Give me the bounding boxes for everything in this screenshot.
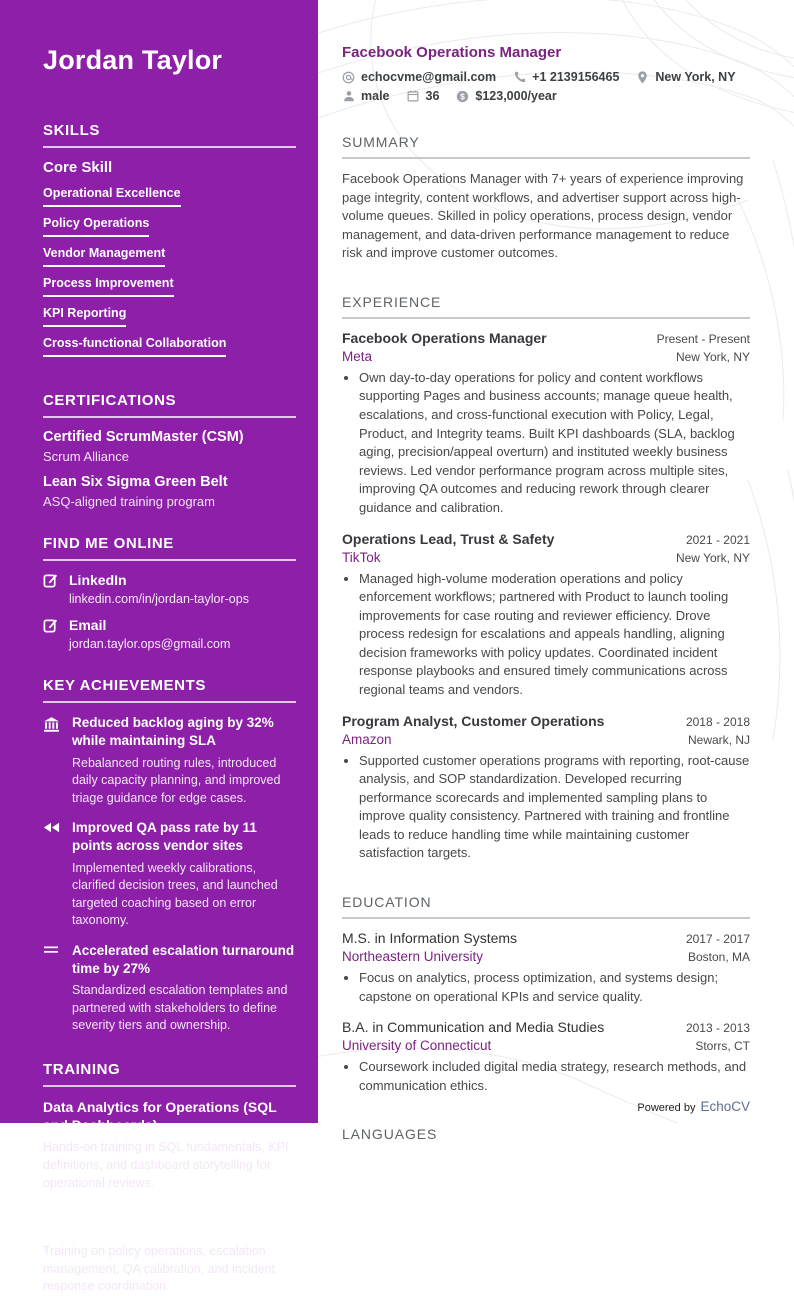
training-title: Trust & Safety Operations Foundations bbox=[43, 1202, 296, 1238]
header bbox=[342, 44, 750, 103]
education-bullet: • Focus on analytics, process optimization, and systems design; capstone on operational KPIs and service quality. bbox=[359, 969, 750, 1006]
skill-tag: KPI Reporting bbox=[43, 306, 126, 327]
job-title-row bbox=[342, 713, 750, 729]
note-pen-icon bbox=[43, 572, 58, 606]
achievement-text bbox=[72, 942, 296, 1035]
education-dates: 2013 - 2013 bbox=[686, 1021, 750, 1035]
certification-item bbox=[43, 474, 296, 509]
contact-gender bbox=[342, 89, 390, 103]
contact-location bbox=[636, 70, 735, 84]
at-icon bbox=[342, 71, 355, 84]
job-bullet: • Supported customer operations programs with reporting, root-cause analysis, and SOP standardization. Developed recurring performance scorecards and implemented sampling plans to improve quality consistency. Partnered with training and frontline leads to reduce handling time while maintaining customer satisfaction targets. bbox=[359, 752, 750, 863]
achievement-text bbox=[72, 714, 296, 807]
job-location: New York, NY bbox=[676, 350, 750, 364]
job-title: Facebook Operations Manager bbox=[342, 330, 547, 346]
achievement-item bbox=[43, 819, 296, 930]
education-section bbox=[342, 894, 750, 1095]
certification-name: Certified ScrumMaster (CSM) bbox=[43, 429, 296, 445]
svg-text:$: $ bbox=[461, 92, 466, 101]
degree-title: M.S. in Information Systems bbox=[342, 930, 517, 946]
online-item-linkedin[interactable] bbox=[43, 572, 296, 606]
page-title: Facebook Operations Manager bbox=[342, 44, 750, 61]
education-heading: EDUCATION bbox=[342, 894, 750, 919]
school-row bbox=[342, 1035, 750, 1053]
contact-salary bbox=[456, 89, 556, 103]
certification-org: ASQ-aligned training program bbox=[43, 494, 296, 509]
powered-by-label: Powered by bbox=[637, 1102, 695, 1114]
find-me-online-heading: FIND ME ONLINE bbox=[43, 535, 296, 561]
job-title-row bbox=[342, 531, 750, 547]
job-dates: 2021 - 2021 bbox=[686, 533, 750, 547]
training-desc: Training on policy operations, escalation management, QA calibration, and incident response coordination. bbox=[43, 1243, 296, 1296]
contact-text: $123,000/year bbox=[475, 89, 556, 103]
contact-text: New York, NY bbox=[655, 70, 735, 84]
online-url[interactable]: jordan.taylor.ops@gmail.com bbox=[69, 637, 230, 651]
degree-row bbox=[342, 1019, 750, 1035]
education-bullets bbox=[342, 1058, 750, 1095]
rewind-icon bbox=[43, 819, 60, 930]
certifications-heading: CERTIFICATIONS bbox=[43, 392, 296, 418]
candidate-name: Jordan Taylor bbox=[43, 45, 296, 76]
languages-section bbox=[342, 1126, 750, 1149]
contact-text: +1 2139156465 bbox=[532, 70, 619, 84]
company-name: TikTok bbox=[342, 550, 381, 565]
dollar-icon bbox=[456, 90, 469, 103]
job-bullets bbox=[342, 752, 750, 863]
job-bullet: • Own day-to-day operations for policy and content workflows supporting Pages and business accounts; manage queue health, escalations, and cross-functional execution with Policy, Legal, Product, and Integrity teams. Built KPI dashboards (SLA, backlog aging, precision/appeal overturn) and instituted weekly business reviews. Led vendor performance program across multiple sites, improving QA outcomes and reducing rework through clearer guidance and calibration. bbox=[359, 369, 750, 518]
skill-tags bbox=[43, 186, 296, 366]
education-bullets bbox=[342, 969, 750, 1006]
certifications-section bbox=[43, 392, 296, 509]
education-location: Boston, MA bbox=[688, 950, 750, 964]
languages-heading: LANGUAGES bbox=[342, 1126, 750, 1149]
degree-row bbox=[342, 930, 750, 946]
online-text bbox=[69, 617, 230, 651]
contact-text: echocvme@gmail.com bbox=[361, 70, 496, 84]
pin-icon bbox=[636, 71, 649, 84]
bank-icon bbox=[43, 714, 60, 807]
job-title: Operations Lead, Trust & Safety bbox=[342, 531, 554, 547]
skill-tag: Operational Excellence bbox=[43, 186, 181, 207]
summary-text: Facebook Operations Manager with 7+ years of experience improving page integrity, content workflows, and advertiser support across high-volume queues. Skilled in policy operations, process design, vendor management, and data-driven performance management to reduce risk and improve customer outcomes. bbox=[342, 170, 750, 263]
achievement-desc: Implemented weekly calibrations, clarified decision trees, and launched targeted coaching based on error taxonomy. bbox=[72, 860, 296, 930]
job-bullets bbox=[342, 570, 750, 700]
job-dates: Present - Present bbox=[657, 332, 750, 346]
education-entry bbox=[342, 1019, 750, 1095]
school-name: University of Connecticut bbox=[342, 1038, 491, 1053]
certification-item bbox=[43, 429, 296, 464]
certification-org: Scrum Alliance bbox=[43, 449, 296, 464]
key-achievements-section bbox=[43, 677, 296, 1035]
sidebar bbox=[0, 0, 318, 1123]
education-bullet: • Coursework included digital media strategy, research methods, and communication ethics. bbox=[359, 1058, 750, 1095]
company-name: Meta bbox=[342, 349, 372, 364]
job-bullets bbox=[342, 369, 750, 518]
job-company-row bbox=[342, 346, 750, 364]
job-bullet: • Managed high-volume moderation operations and policy enforcement workflows; partnered with Product to launch tooling improvements for case routing and reviewer efficiency. Drove process redesign for escalations and appeals handling, aligning decision frameworks with policy updates. Coordinated incident response playbooks and ensured timely communications across regional teams and vendors. bbox=[359, 570, 750, 700]
training-item bbox=[43, 1202, 296, 1296]
job-company-row bbox=[342, 729, 750, 747]
note-pen-icon bbox=[43, 617, 58, 651]
phone-icon bbox=[513, 71, 526, 84]
person-icon bbox=[342, 90, 355, 103]
job-entry bbox=[342, 531, 750, 700]
job-entry bbox=[342, 713, 750, 863]
contact-text: male bbox=[361, 89, 390, 103]
summary-heading: SUMMARY bbox=[342, 134, 750, 159]
training-title: Data Analytics for Operations (SQL and Dashboards) bbox=[43, 1098, 296, 1134]
job-company-row bbox=[342, 547, 750, 565]
brand-name[interactable]: EchoCV bbox=[700, 1099, 750, 1114]
skills-heading: SKILLS bbox=[43, 122, 296, 148]
achievement-text bbox=[72, 819, 296, 930]
certification-name: Lean Six Sigma Green Belt bbox=[43, 474, 296, 490]
school-name: Northeastern University bbox=[342, 949, 483, 964]
skills-section bbox=[43, 122, 296, 366]
achievement-title: Reduced backlog aging by 32% while maintaining SLA bbox=[72, 714, 296, 750]
skill-tag: Policy Operations bbox=[43, 216, 149, 237]
job-title-row bbox=[342, 330, 750, 346]
training-section bbox=[43, 1061, 296, 1296]
achievement-title: Accelerated escalation turnaround time by 27% bbox=[72, 942, 296, 978]
online-item-email[interactable] bbox=[43, 617, 296, 651]
training-desc: Hands-on training in SQL fundamentals, KPI definitions, and dashboard storytelling for operational reviews. bbox=[43, 1139, 296, 1192]
online-label[interactable]: LinkedIn bbox=[69, 572, 249, 588]
achievement-desc: Standardized escalation templates and partnered with stakeholders to define severity tiers and ownership. bbox=[72, 982, 296, 1035]
company-name: Amazon bbox=[342, 732, 392, 747]
job-location: Newark, NJ bbox=[688, 733, 750, 747]
skill-tag: Vendor Management bbox=[43, 246, 165, 267]
footer bbox=[637, 1099, 750, 1114]
contact-phone[interactable] bbox=[513, 70, 619, 84]
list-icon bbox=[43, 942, 60, 1035]
education-location: Storrs, CT bbox=[695, 1039, 750, 1053]
calendar-icon bbox=[407, 90, 420, 103]
education-dates: 2017 - 2017 bbox=[686, 932, 750, 946]
online-url[interactable]: linkedin.com/in/jordan-taylor-ops bbox=[69, 592, 249, 606]
main-content bbox=[318, 0, 794, 1123]
contact-row bbox=[342, 70, 750, 103]
experience-section bbox=[342, 294, 750, 863]
training-heading: TRAINING bbox=[43, 1061, 296, 1087]
job-entry bbox=[342, 330, 750, 518]
achievement-title: Improved QA pass rate by 11 points across vendor sites bbox=[72, 819, 296, 855]
job-location: New York, NY bbox=[676, 551, 750, 565]
online-label[interactable]: Email bbox=[69, 617, 230, 633]
skill-tag: Process Improvement bbox=[43, 276, 174, 297]
core-skill-label: Core Skill bbox=[43, 159, 296, 176]
skill-tag: Cross-functional Collaboration bbox=[43, 336, 226, 357]
experience-heading: EXPERIENCE bbox=[342, 294, 750, 319]
achievement-item bbox=[43, 942, 296, 1035]
summary-section bbox=[342, 134, 750, 263]
online-text bbox=[69, 572, 249, 606]
degree-title: B.A. in Communication and Media Studies bbox=[342, 1019, 604, 1035]
key-achievements-heading: KEY ACHIEVEMENTS bbox=[43, 677, 296, 703]
training-item bbox=[43, 1098, 296, 1193]
find-me-online-section bbox=[43, 535, 296, 651]
contact-text: 36 bbox=[426, 89, 440, 103]
job-dates: 2018 - 2018 bbox=[686, 715, 750, 729]
job-title: Program Analyst, Customer Operations bbox=[342, 713, 604, 729]
school-row bbox=[342, 946, 750, 964]
contact-age bbox=[407, 89, 440, 103]
education-entry bbox=[342, 930, 750, 1006]
main-inner bbox=[342, 44, 750, 1149]
achievement-desc: Rebalanced routing rules, introduced daily capacity planning, and improved triage guidance for edge cases. bbox=[72, 755, 296, 808]
achievement-item bbox=[43, 714, 296, 807]
contact-email[interactable] bbox=[342, 70, 496, 84]
